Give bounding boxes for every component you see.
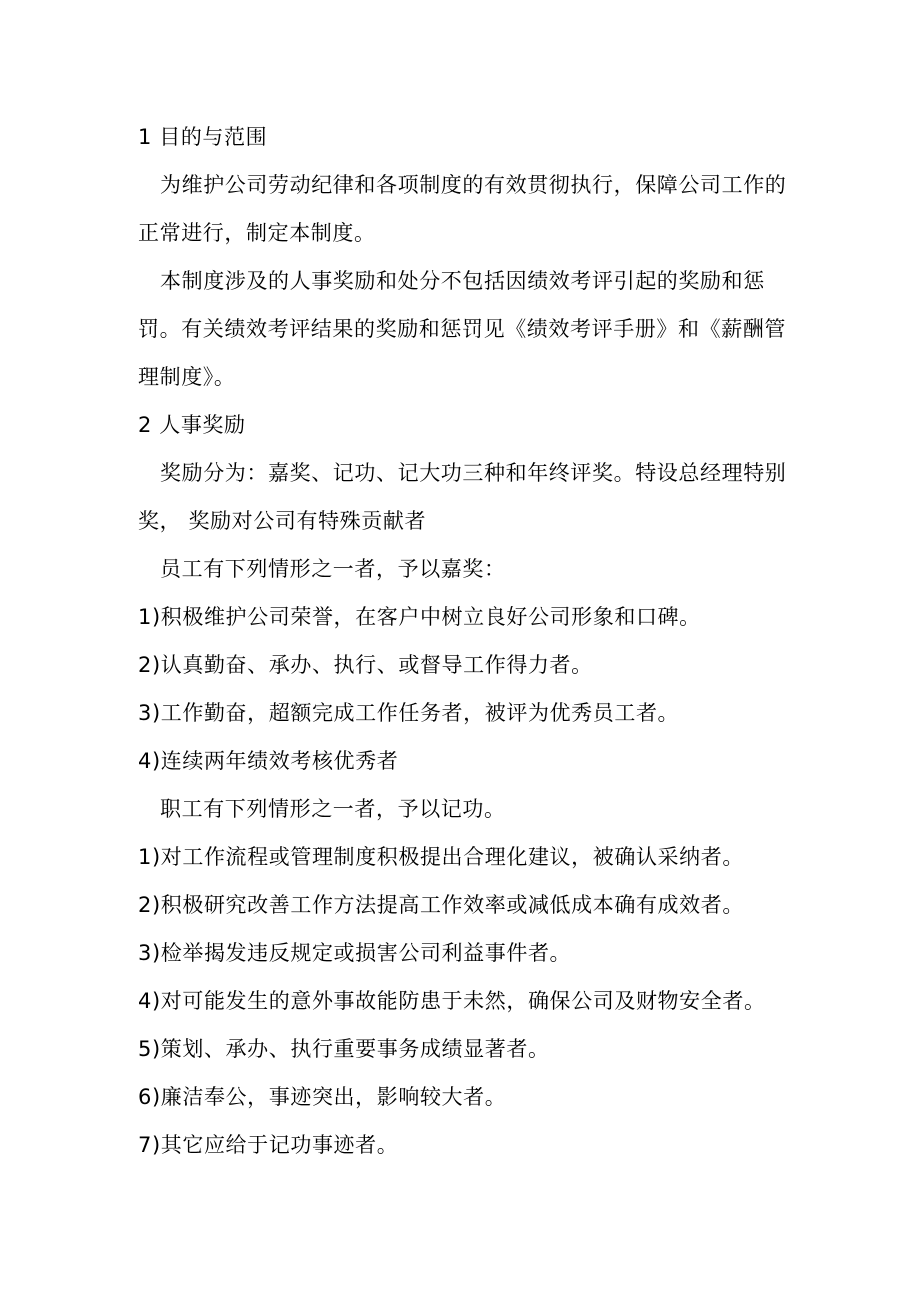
- section-1-para-2-line-3: 理制度》。: [138, 365, 236, 389]
- merit-item: 7)其它应给于记功事迹者。: [138, 1133, 399, 1157]
- section-2-para-1-line-1: 奖励分为：嘉奖、记功、记大功三种和年终评奖。特设总经理特别: [160, 461, 787, 485]
- commendation-item: 2)认真勤奋、承办、执行、或督导工作得力者。: [138, 653, 593, 677]
- merit-intro: 职工有下列情形之一者，予以记功。: [160, 797, 506, 821]
- merit-item: 6)廉洁奉公，事迹突出，影响较大者。: [138, 1085, 507, 1109]
- merit-item: 3)检举揭发违反规定或损害公司利益事件者。: [138, 941, 572, 965]
- section-2-para-1-line-2: 奖， 奖励对公司有特殊贡献者: [138, 509, 427, 533]
- section-2-heading: 2 人事奖励: [138, 413, 246, 437]
- merit-item: 1)对工作流程或管理制度积极提出合理化建议，被确认采纳者。: [138, 845, 744, 869]
- section-1-para-2-line-1: 本制度涉及的人事奖励和处分不包括因绩效考评引起的奖励和惩: [160, 269, 765, 293]
- commendation-item: 1)积极维护公司荣誉，在客户中树立良好公司形象和口碑。: [138, 605, 701, 629]
- commendation-intro: 员工有下列情形之一者，予以嘉奖：: [160, 557, 506, 581]
- merit-item: 4)对可能发生的意外事故能防患于未然，确保公司及财物安全者。: [138, 989, 766, 1013]
- merit-item: 2)积极研究改善工作方法提高工作效率或减低成本确有成效者。: [138, 893, 744, 917]
- commendation-item: 4)连续两年绩效考核优秀者: [138, 749, 399, 773]
- commendation-item: 3)工作勤奋，超额完成工作任务者，被评为优秀员工者。: [138, 701, 680, 725]
- merit-item: 5)策划、承办、执行重要事务成绩显著者。: [138, 1037, 550, 1061]
- section-1-para-2-line-2: 罚。有关绩效考评结果的奖励和惩罚见《绩效考评手册》和《薪酬管: [138, 317, 786, 341]
- section-1-para-1-line-1: 为维护公司劳动纪律和各项制度的有效贯彻执行，保障公司工作的: [160, 173, 787, 197]
- section-1-para-1-line-2: 正常进行，制定本制度。: [138, 221, 376, 245]
- section-1-heading: 1 目的与范围: [138, 125, 268, 149]
